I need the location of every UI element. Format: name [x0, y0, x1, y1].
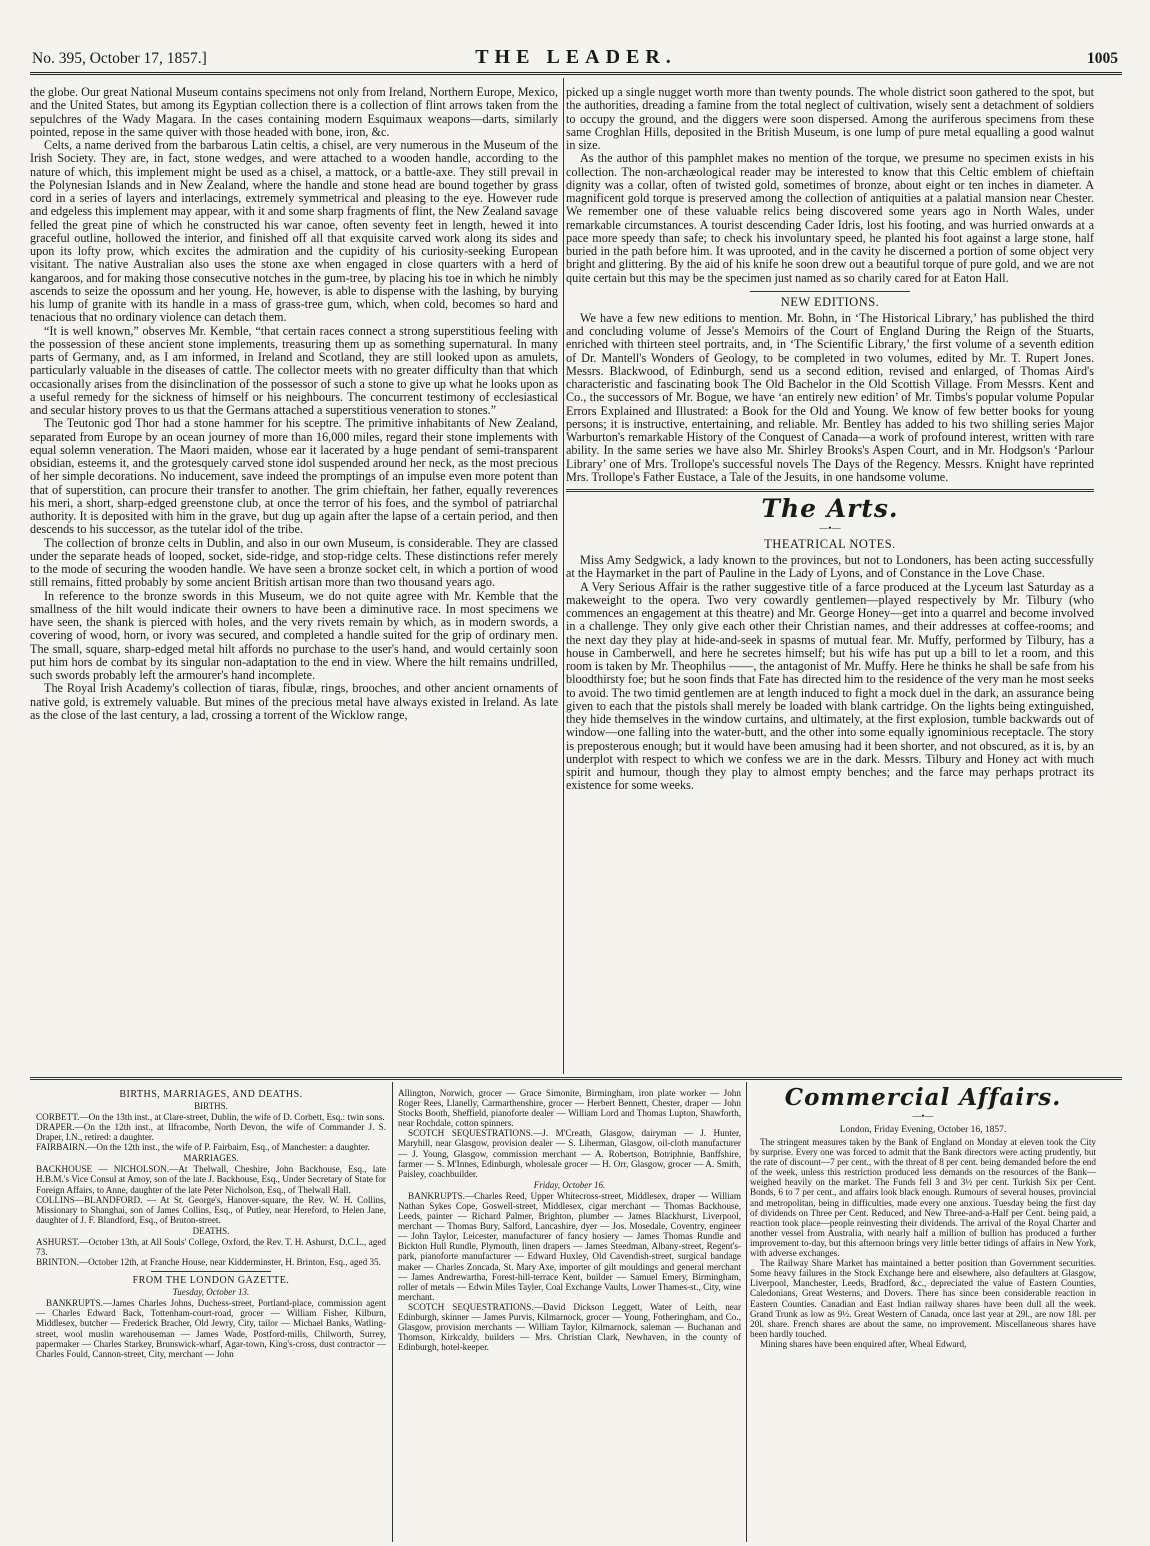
scotch-sequestrations: SCOTCH SEQUESTRATIONS.—J. M'Creath, Glasgow, dairyman — J. Hunter, Maryhill, near Glasgow, provision dealer — S. Liberman, Glasgow, oil-cloth manufacturer — J. Young, Glasgow, commission merchant — A. Robertson, Botriphnie, Banffshire, farmer — S. M'Innes, Edinburgh, wholesale grocer — H. Orr, Glasgow, grocer — A. Smith, Paisley, coachbuilder.	[398, 1128, 741, 1179]
deaths-title: DEATHS.	[192, 1225, 230, 1236]
marriage-notice: COLLINS—BLANDFORD. — At St. George's, Hanover-square, the Rev. W. H. Collins, Missionary to Shanghai, son of James Collins, Esq., of Putley, near Hereford, to Helen Jane, daughter of J. F. Blandford, Esq., of Bruton-street.	[36, 1194, 386, 1225]
gazette-bankrupts: BANKRUPTS.—Charles Reed, Upper Whitecross-street, Middlesex, draper — William Nathan Sykes Cope, Goswell-street, Middlesex, cigar merchant — Thomas Backhouse, Leeds, painter — Richard Palmer, Brighton, plumber — James Blackhurst, Liverpool, merchant — Thomas Bury, Salford, Lancashire, dyer — Jos. Mosedale, Coventry, engineer — John Taylor, Leicester, manufacturer of fancy hosiery — James Thomas Rundle and Bickton Hull Rundle, Plymouth, linen drapers — James Steedman, Albany-street, Regent's-park, pianoforte manufacturer — Edward Huxley, Old Cavendish-street, surgical bandage maker — Charles Zoncada, St. Mary Axe, importer of gilt mouldings and general merchant — James Andrewartha, Forest-hill-terrace Kent, builder — Samuel Emery, Birmingham, roller of metals — Edwin Miles Tayler, Coal Exchange Vaults, Lower Thames-st., City, wine merchant.	[398, 1190, 741, 1302]
body-paragraph: As the author of this pamphlet makes no mention of the torque, we presume no specimen exists in his collection. The non-archæological reader may be interested to know that this Celtic emblem of chieftain dignity was a collar, often of twisted gold, sometimes of bronze, about eight or ten inches in diameter. A magnificent gold torque is preserved among the collection of antiquities at a palatial mansion near Chester. We remember one of these valuable relics being discovered some years ago in North Wales, under remarkable circumstances. A tourist descending Cader Idris, lost his footing, and was hurried onwards at a pace more speedy than safe; to check his involuntary speed, he planted his foot against a large stone, half buried in the path before him. It was uprooted, and in the cavity he discerned a portion of some object very bright and glittering. By the aid of his knife he soon drew out a beautiful torque of pure gold, and we are not quite certain but this may be the specimen just named as so charily cared for at Eaton Hall.	[566, 151, 1094, 285]
body-paragraph: Celts, a name derived from the barbarous Latin celtis, a chisel, are very numerous in the Museum of the Irish Society. They are, in fact, stone wedges, and were attached to a wooden handle, according to the nature of which, this implement might be used as a chisel, a mattock, or a battle-axe. They still prevail in the Polynesian Islands and in New Zealand, where the handle and stone head are bound together by grass cord in a series of layers and interlacings, extremely symmetrical and pleasing to the eye. However rude and edgeless this implement may appear, with it and some sharp fragments of flint, the New Zealand savage felled the great pine of which he constructed his war canoe, often seventy feet in length, hewed it into graceful outline, hollowed the interior, and finished off all that exquisite carved work along its sides and upon its lofty prow, which excites the admiration and the cupidity of his curiosity-seeking European visitant. The native Australian also uses the stone axe when engaged in close quarters with a herd of kangaroos, and for making those consecutive notches in the gum-tree, by placing his toe in which he nimbly ascends to seize the opossum and her young. He, however, is able to dispense with the lashing, by burying his lump of granite with its handle in a mass of grass-tree gum, which, when cold, becomes so hard and tenacious that no ordinary violence can detach them.	[30, 138, 558, 325]
body-paragraph: In reference to the bronze swords in this Museum, we do not quite agree with Mr. Kemble that the smallness of the hilt would indicate their owners to have been a diminutive race. In most specimens we have seen, the shank is pierced with holes, and the very rivets remain by which, as in modern swords, a covering of wood, horn, or ivory was secured, and completed a handle suited for the grip of ordinary men. The small, square, sharp-edged metal hilt affords no purchase to the user's hand, and would certainly soon put him hors de combat by its singular non-adaptation to the end in view. Where the hilt remains undrilled, such swords probably left the armourer's hand incomplete.	[30, 588, 558, 682]
gazette-title: FROM THE LONDON GAZETTE.	[132, 1275, 290, 1287]
commercial-dateline: London, Friday Evening, October 16, 1857.	[839, 1125, 1007, 1135]
birth-notice: DRAPER.—On the 12th inst., at Ilfracombe, North Devon, the wife of Commander J. S. Draper, I.N., retired: a daughter.	[36, 1122, 386, 1143]
births-title: BIRTHS.	[194, 1101, 228, 1111]
arts-heading: The Arts.	[761, 494, 899, 523]
commercial-paragraph: The stringent measures taken by the Bank of England on Monday at eleven took the City by surprise. Every one was forced to admit that the Bank directors were acting prudently, but the rate of discount—7 per cent., with the threat of 8 per cent. being demanded before the end of the week, unless this restriction produced less demands on the resources of the Bank—weighed heavily on the market. The Funds fell 3 and 3½ per cent. Turkish Six per Cent. Bonds, 6 to 7 per cent., and affairs look black enough. Rumours of several houses, provincial and metropolitan, being in difficulties, made every one anxious. Tuesday being the first day of dividends on Three per Cent. Reduced, and New Three-and-a-Half per Cent. being paid, a reaction took place—people reinvesting their dividends. The arrival of the Royal Charter and another vessel from Australia, with nearly half a million of bullion has produced a further improvement to-day, but this afternoon brings very little better tidings of affairs in New York, with adverse exchanges.	[750, 1137, 1096, 1259]
theatre-paragraph: A Very Serious Affair is the rather suggestive title of a farce produced at the Lyceum last Saturday as a makeweight to the opera. Two very cowardly gentlemen—played respectively by Mr. Tilbury (who commences an engagement at this theatre) and Mr. George Honey—get into a quarrel and become involved in a challenge. They only give each other their Christian names, and their addresses at coffee-rooms; and the next day they play at hide-and-seek in spasms of mutual fear. Mr. Muffy, performed by Tilbury, has a house in Camberwell, and here he secretes himself; but his wife has put up a bill to let a room, and this room is taken by Mr. Theophilus ——, the antagonist of Mr. Muffy. Here he thinks he shall be safe from his bloodthirsty foe; but he soon finds that Fate has directed him to the residence of the very man he most seeks to avoid. The two timid gentlemen are at length induced to fight a mock duel in the dark, an assurance being given to each that the pistols shall merely be loaded with blank cartridge. On the lights being extinguished, they hide themselves in the window curtains, and ultimately, at the first explosion, tumble backwards out of window—one falling into the water-butt, and the other into some equally ignominious receptacle. The story is preposterous enough; but it would have been amusing had it been shorter, and not obscured, as it is, by an underplot with respect to which we confess we are in the dark. Messrs. Tilbury and Honey act with much spirit and humour, though they play to almost empty benches; and the farce may perhaps protract its existence for some weeks.	[566, 579, 1094, 793]
commercial-paragraph: Mining shares have been enquired after, Wheal Edward,	[760, 1338, 967, 1349]
bmd-column	[36, 1088, 386, 1543]
marriages-title: MARRIAGES.	[183, 1153, 239, 1164]
body-paragraph: The collection of bronze celts in Dublin, and also in our own Museum, is considerable. They are classed under the separate heads of looped, socket, side-ridge, and stop-ridge celts. These distinctions refer merely to the mode of securing the wooden handle. We have seen a bronze socket celt, in which a portion of wood still remains, fitted probably by some ancient British artisan more than two thousand years ago.	[30, 535, 558, 590]
section-rule	[566, 489, 1094, 492]
gazette-date: Tuesday, October 13.	[172, 1287, 250, 1298]
marriage-notice: BACKHOUSE — NICHOLSON.—At Thelwall, Cheshire, John Backhouse, Esq., late H.B.M.'s Vice Consul at Amoy, son of the late J. Backhouse, Esq., Under Secretary of State for Foreign Affairs, to Anne, daughter of the late Peter Nicholson, Esq., of Thelwall Hall.	[36, 1164, 386, 1195]
birth-notice: FAIRBAIRN.—On the 12th inst., the wife of P. Fairbairn, Esq., of Manchester: a daughter.	[36, 1142, 370, 1153]
section-rule	[750, 291, 910, 292]
theatrical-notes-title: THEATRICAL NOTES.	[764, 537, 896, 551]
theatre-paragraph: Miss Amy Sedgwick, a lady known to the provinces, but not to Londoners, has been acting successfully at the Haymarket in the part of Pauline in the Lady of Lyons, and of Constance in the Love Chase.	[566, 553, 1094, 581]
page-header	[30, 44, 1122, 75]
page-number: 1005	[1087, 50, 1118, 67]
new-editions-title: NEW EDITIONS.	[780, 294, 880, 309]
gazette-continuation: Allington, Norwich, grocer — Grace Simonite, Birmingham, iron plate worker — John Roger Rees, Llanelly, Carmarthenshire, grocer — Herbert Bennett, Chester, draper — John Stocks Booth, Sheffield, pianoforte dealer — William Lord and Thomas Lupton, Shawforth, near Rochdale, cotton spinners.	[398, 1088, 741, 1129]
body-paragraph: The Royal Irish Academy's collection of tiaras, fibulæ, rings, brooches, and other ancient ornaments of native gold, is extremely valuable. But mines of the precious metal have always existed in Ireland. As late as the close of the last century, a lad, crossing a torrent of the Wicklow range,	[30, 681, 558, 722]
newspaper-title: THE LEADER.	[475, 46, 677, 68]
issue-line: No. 395, October 17, 1857.]	[32, 50, 207, 67]
gazette-column	[398, 1088, 741, 1543]
commercial-heading: Commercial Affairs.	[784, 1084, 1062, 1111]
death-notice: BRINTON.—October 12th, at Franche House, near Kidderminster, H. Brinton, Esq., aged 35.	[36, 1257, 381, 1268]
birth-notice: CORBETT.—On the 13th inst., at Clare-street, Dublin, the wife of D. Corbett, Esq.: twin sons.	[36, 1112, 385, 1122]
page-section-divider	[30, 1077, 1122, 1080]
left-column	[30, 86, 558, 1069]
gazette-date: Friday, October 16.	[533, 1179, 606, 1190]
death-notice: ASHURST.—October 13th, at All Souls' College, Oxford, the Rev. T. H. Ashurst, D.C.L., aged 73.	[36, 1236, 386, 1258]
new-editions-text: We have a few new editions to mention. Mr. Bohn, in ‘The Historical Library,’ has published the third and concluding volume of Jesse's Memoirs of the Court of England During the Reign of the Stuarts, enriched with thirteen steel portraits, and, in ‘The Scientific Library,’ the first volume of a seventh edition of Dr. Mantell's Wonders of Geology, to be completed in two volumes, edited by Mr. T. Rupert Jones. Messrs. Blackwood, of Edinburgh, send us a second edition, revised and enlarged, of Thomas Aird's characteristic and fascinating book The Old Bachelor in the Old Scottish Village. From Messrs. Kent and Co., the successors of Mr. Bogue, we have ‘an entirely new edition’ of Mr. Timbs's popular volume Popular Errors Explained and Illustrated: a Book for the Old and Young. We know of few better books for young persons; it is instructive, entertaining, and reliable. Mr. Bentley has added to his two shilling series Major Warburton's remarkable History of the Conquest of Canada—a work of profound interest, written with rare ability. In the same series we have also Mr. Shirley Brooks's Aspen Court, and in Mr. Hodgson's ‘Parlour Library’ one of Mrs. Trollope's successful novels The Days of the Regency. Messrs. Knight have reprinted Mrs. Trollope's Father Eustace, a Tale of the Jesuits, in one handsome volume.	[566, 310, 1094, 484]
body-paragraph: the globe. Our great National Museum contains specimens not only from Ireland, Northern Europe, Mexico, and the United States, but among its Egyptian collection there is a collection of flint arrows taken from the sepulchres of the Wady Magara. In the cases containing modern Esquimaux weapons—darts, similarly pointed, repose in the same quiver with those headed with bone, iron, &c.	[30, 86, 558, 139]
commercial-column	[750, 1084, 1096, 1543]
column-divider	[746, 1082, 747, 1542]
column-divider	[563, 78, 564, 1074]
body-paragraph: “It is well known,” observes Mr. Kemble, “that certain races connect a strong superstitious feeling with the possession of these ancient stone implements, treasuring them up as something supernatural. In many parts of Germany, and, as I am informed, in Ireland and Scotland, they are still looked upon as amulets, particularly valuable in the diseases of cattle. The collector meets with no greater difficulty than that which occasionally arises from the disinclination of the possessor of such a stone to give up what he looks upon as a useful remedy for the sickness of himself or his neighbours. The concurrent testimony of ecclesiastical and secular history proves to us that the Germans attached a superstitious veneration to stones.”	[30, 323, 558, 417]
ornament-divider: —•—	[819, 523, 841, 533]
bmd-title: BIRTHS, MARRIAGES, AND DEATHS.	[119, 1089, 303, 1100]
ornament-divider: —•—	[912, 1111, 934, 1121]
column-divider	[392, 1082, 393, 1542]
body-paragraph: The Teutonic god Thor had a stone hammer for his sceptre. The primitive inhabitants of New Zealand, separated from Europe by an ocean journey of more than 16,000 miles, regard their stone implements with equal solemn veneration. The Maori maiden, whose ear it lacerated by a huge pendant of semi-transparent obsidian, esteems it, and the grotesquely carved stone idol suspended around her neck, as the most precious of her simple decorations. No inducement, save indeed the promptings of an impulse even more potent than that of superstition, can procure their transfer to another. The grim chieftain, her father, equally reverences his meri, a short, sharp-edged greenstone club, at once the terror of his foes, and the symbol of patriarchal authority. It is deposited with him in the grave, but dug up again after the lapse of a certain period, and then descends to his successor, as the tutelar idol of the tribe.	[30, 416, 558, 537]
right-column	[566, 86, 1094, 1069]
body-paragraph: picked up a single nugget worth more than twenty pounds. The whole district soon gathered to the spot, but the authorities, dreading a famine from the total neglect of cultivation, wisely sent a detachment of soldiers to occupy the ground, and the diggers were soon dispersed. Among the auriferous specimens from these same Croghlan Hills, deposited in the British Museum, is one lump of pure metal equalling a good walnut in size.	[566, 86, 1094, 152]
section-rule	[151, 1271, 271, 1272]
gazette-bankrupts: BANKRUPTS.—James Charles Johns, Duchess-street, Portland-place, commission agent — Charles Edward Back, Tottenham-court-road, grocer — William Fisher, Kilburn, Middlesex, butcher — Frederick Bracher, Old Jewry, City, tailor — Michael Banks, Watling-street, wool muslin warehouseman — James Wade, Postford-mills, Chilworth, Surrey, papermaker — Charles Starkey, Brunswick-wharf, Agar-town, King's-cross, dust contractor — Charles Fould, Cannon-street, City, merchant — John	[36, 1298, 386, 1359]
commercial-paragraph: The Railway Share Market has maintained a better position than Government securities. Some heavy failures in the Stock Exchange here and elsewhere, also defaulters at Glasgow, Liverpool, Manchester, Leeds, Bradford, &c., depreciated the value of Eastern Counties, Caledonians, Great Westerns, and Dovers. There has since been considerable reaction in Eastern Counties. Canadian and East Indian railway shares have been dull all the week. Grand Trunk as low as 9½. Great Western of Canada, once last year at 29l., are now 18l. per 20l. share. French shares are about the same, no improvement. Miscellaneous shares have been hardly touched.	[750, 1258, 1096, 1339]
scotch-sequestrations: SCOTCH SEQUESTRATIONS.—David Dickson Leggett, Water of Leith, near Edinburgh, skinner — James Purvis, Kilmarnock, grocer — Young, Fotheringham, and Co., Glasgow, provision merchants — William Taylor, Kilmarnock, saleman — Buchanan and Thomson, Kirkcaldy, builders — Mrs. Christian Clark, Newhaven, in the county of Edinburgh, hotel-keeper.	[398, 1301, 741, 1353]
